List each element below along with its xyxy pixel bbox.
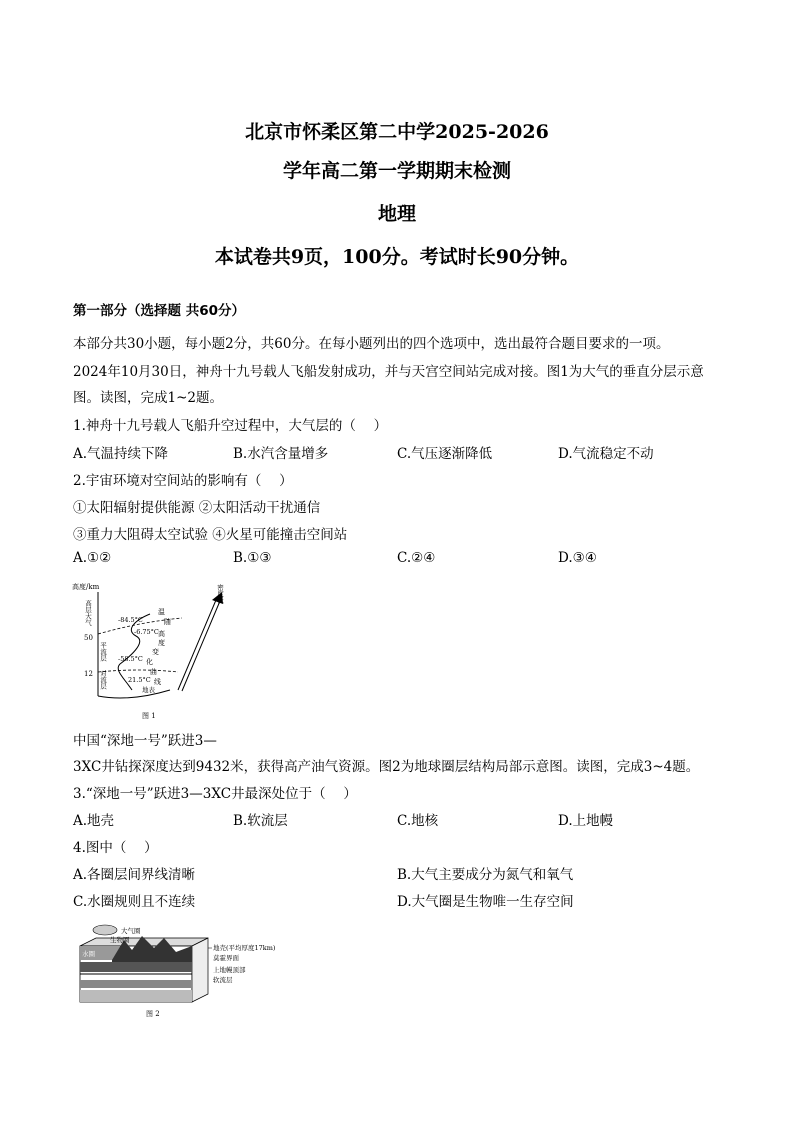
figure-1-label-char-5: 变 <box>152 648 159 656</box>
question-4-option-b[interactable]: B.大气主要成分为氮气和氧气 <box>397 867 574 883</box>
exam-info: 本试卷共9页，100分。考试时长90分钟。 <box>214 246 580 268</box>
question-4-option-c[interactable]: C.水圈规则且不连续 <box>73 894 196 910</box>
figure-1-ground-line <box>98 690 170 698</box>
figure-2-cloud-icon <box>93 925 117 935</box>
question-3-option-a[interactable]: A.地壳 <box>73 813 115 829</box>
figure-2-block-side <box>192 938 208 1002</box>
subject-title: 地理 <box>377 203 416 225</box>
figure-1-ground-label: 地表 <box>142 686 155 694</box>
question-3-option-c[interactable]: C.地核 <box>397 813 439 829</box>
figure-1-label-char-2: 随 <box>164 618 171 626</box>
figure-1-temp-top: -84.5°C <box>118 616 143 624</box>
question-2-option-a[interactable]: A.①② <box>73 550 112 566</box>
question-3-stem: 3.“深地一号”跃进3—3XC井最深处位于（ ） <box>73 786 357 802</box>
material1-line2: 图。读图，完成1~2题。 <box>73 390 223 406</box>
figure-1-boundary-12 <box>98 670 178 672</box>
question-2-option-b[interactable]: B.①③ <box>233 550 272 566</box>
question-4-option-a[interactable]: A.各圈层间界线清晰 <box>73 867 196 883</box>
figure-1-label-char-1: 温 <box>158 608 165 616</box>
exam-title-line1: 北京市怀柔区第二中学2025-2026 <box>245 121 549 143</box>
figure-2-label-asthenosphere: 软流层 <box>213 976 233 984</box>
figure-1-arrow-line-b <box>182 601 220 691</box>
material2-line2: 3XC井钻探深度达到9432米，获得高产油气资源。图2为地球圈层结构局部示意图。读图，完成3~4题。 <box>73 759 700 775</box>
question-3-option-b[interactable]: B.软流层 <box>233 813 288 829</box>
figure-1-label-char-4: 度 <box>158 639 165 647</box>
question-4-stem: 4.图中（ ） <box>73 840 158 856</box>
material2-line1: 中国“深地一号”跃进3— <box>73 733 217 749</box>
figure-2-caption: 图 2 <box>146 1010 160 1018</box>
question-1-option-d[interactable]: D.气流稳定不动 <box>558 446 654 462</box>
question-2-option-d[interactable]: D.③④ <box>558 550 597 566</box>
material1-line1: 2024年10月30日，神舟十九号载人飞船发射成功，并与天宫空间站完成对接。图1为大气的垂直分层示意 <box>73 364 704 380</box>
figure-2-crust-layer <box>80 962 192 972</box>
question-1-option-b[interactable]: B.水汽含量增多 <box>233 446 329 462</box>
figure-1-arrow-line-a <box>178 600 216 690</box>
figure-2-label-atmosphere: 大气圈 <box>121 927 141 935</box>
figure-2-label-crust: 地壳(平均厚度17km) <box>213 944 276 952</box>
question-3-option-d[interactable]: D.上地幔 <box>558 813 614 829</box>
figure-2-asthenosphere-layer <box>80 990 192 1002</box>
question-4-option-d[interactable]: D.大气圈是生物唯一生存空间 <box>397 894 574 910</box>
figure-1-tick-12: 12 <box>84 670 93 678</box>
figure-2-label-upper-mantle: 上地幔顶部 <box>213 966 246 974</box>
question-1-option-c[interactable]: C.气压逐渐降低 <box>397 446 493 462</box>
question-2-stem: 2.宇宙环境对空间站的影响有（ ） <box>73 473 293 489</box>
figure-1-ylabel: 高度/km <box>72 583 100 591</box>
figure-1-tick-50: 50 <box>84 634 93 642</box>
figure-1-atmosphere-diagram <box>70 578 240 724</box>
figure-1-temp-mid2: -58.5°C <box>118 655 143 663</box>
figure-2-upper-mantle-layer <box>80 980 192 988</box>
question-2-option-c[interactable]: C.②④ <box>397 550 436 566</box>
exam-title-line2: 学年高二第一学期期末检测 <box>282 160 511 182</box>
figure-1-layer-stratosphere: 平流层 <box>99 642 107 662</box>
section-heading: 第一部分（选择题 共60分） <box>73 303 245 319</box>
question-1-stem: 1.神舟十九号载人飞船升空过程中，大气层的（ ） <box>73 418 388 434</box>
question-2-items-line1: ①太阳辐射提供能源 ②太阳活动干扰通信 <box>73 500 321 516</box>
figure-1-temp-mid1: -6.75°C <box>134 628 159 636</box>
figure-2-earth-spheres-diagram <box>72 918 302 1022</box>
figure-1-label-char-8: 线 <box>154 678 161 686</box>
question-2-items-line2: ③重力大阻碍太空试验 ④火星可能撞击空间站 <box>73 527 348 543</box>
figure-2-label-hydrosphere: 水圈 <box>82 950 95 958</box>
question-1-option-a[interactable]: A.气温持续下降 <box>73 446 169 462</box>
figure-1-temp-bottom: 21.5°C <box>128 676 151 684</box>
figure-2-label-moho: 莫霍界面 <box>213 954 239 962</box>
figure-1-caption: 图 1 <box>142 712 156 720</box>
section-intro: 本部分共30小题，每小题2分，共60分。在每小题列出的四个选项中，选出最符合题目要求的一项。 <box>73 336 670 352</box>
figure-2-label-biosphere: 生物圈 <box>110 936 130 944</box>
figure-1-label-char-3: 高 <box>158 630 165 638</box>
figure-1-arrow-label: 密度低 <box>216 584 224 604</box>
figure-1-layer-troposphere: 对流层 <box>99 670 107 690</box>
figure-1-layer-upper: 高层大气 <box>84 600 92 626</box>
figure-1-label-char-7: 曲 <box>150 668 157 676</box>
figure-1-label-char-6: 化 <box>146 658 153 666</box>
